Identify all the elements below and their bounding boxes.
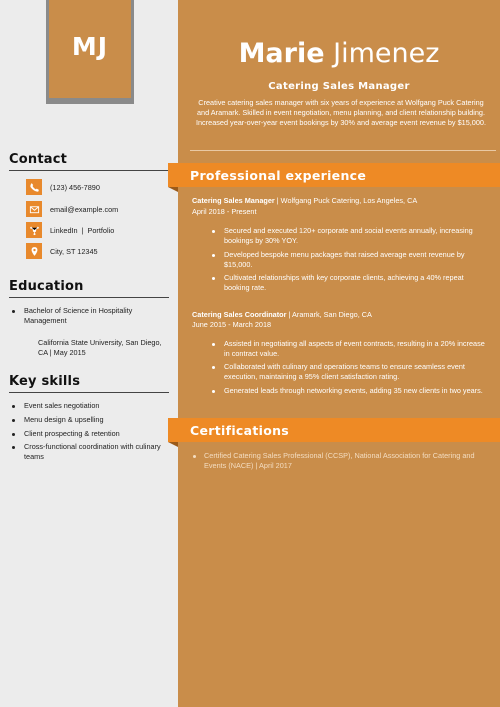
contact-heading: Contact (9, 152, 68, 167)
job-2-header (192, 310, 372, 320)
education-heading: Education (9, 279, 84, 294)
skill-item: Menu design & upselling (24, 415, 172, 425)
certifications-heading: Certifications (190, 423, 290, 438)
contact-links-row (26, 222, 114, 238)
monogram-box (49, 0, 131, 98)
experience-banner-fold (168, 187, 178, 192)
location-icon (26, 243, 42, 259)
skills-heading: Key skills (9, 374, 81, 389)
contact-email-row (26, 201, 118, 217)
job-title: Catering Sales Manager (268, 81, 410, 92)
education-degree: Bachelor of Science in Hospitality Management (24, 306, 174, 326)
job-1-bullet: Developed bespoke menu packages that raised average event revenue by $15,000. (224, 250, 486, 270)
job-1-title: Catering Sales Manager (192, 196, 275, 205)
header-divider (190, 150, 496, 151)
job-1-dates: April 2018 - Present (192, 207, 257, 216)
experience-heading: Professional experience (190, 168, 367, 183)
skill-item: Event sales negotiation (24, 401, 172, 411)
first-name: Marie (238, 38, 325, 69)
job-2-bullet: Collaborated with culinary and operations teams to ensure seamless event execution, maintaining a 95% client satisfaction rating. (224, 362, 486, 382)
email-address[interactable]: email@example.com (50, 204, 119, 214)
email-icon (26, 201, 42, 217)
linkedin-link[interactable]: LinkedIn (50, 225, 78, 235)
education-school: California State University, San Diego, CA | May 2015 (38, 338, 162, 357)
contact-location-row (26, 243, 98, 259)
last-name: Jimenez (333, 38, 440, 69)
skill-item: Cross-functional coordination with culinary teams (24, 442, 166, 462)
contact-divider (9, 170, 169, 171)
skill-item: Client prospecting & retention (24, 429, 172, 439)
monogram: MJ (71, 31, 109, 61)
job-1-bullet: Secured and executed 120+ corporate and social events annually, increasing bookings by 30% YOY. (224, 226, 486, 246)
linkedin-icon (26, 222, 42, 238)
phone-icon (26, 179, 42, 195)
job-2-company: | Aramark, San Diego, CA (286, 310, 372, 319)
job-1-company: | Wolfgang Puck Catering, Los Angeles, CA (274, 196, 418, 205)
link-separator: | (81, 225, 84, 235)
contact-phone-row (26, 179, 100, 195)
job-2-bullet: Generated leads through networking events, adding 35 new clients in two years. (224, 386, 486, 396)
location: City, ST 12345 (50, 246, 98, 256)
certification-item: Certified Catering Sales Professional (CCSP), National Association for Catering and Events (NACE) | April 2017 (204, 451, 494, 471)
phone-number[interactable]: (123) 456-7890 (50, 182, 100, 192)
skills-divider (9, 392, 169, 393)
certifications-banner-fold (168, 442, 178, 447)
job-2-dates: June 2015 - March 2018 (192, 320, 272, 329)
portfolio-link[interactable]: Portfolio (87, 225, 115, 235)
job-2-bullet: Assisted in negotiating all aspects of event contracts, resulting in a 20% increase in contract value. (224, 339, 485, 358)
contact-links (50, 226, 114, 235)
job-1-header (192, 196, 417, 206)
job-2-title: Catering Sales Coordinator (192, 310, 287, 319)
education-divider (9, 297, 169, 298)
summary: Creative catering sales manager with six years of experience at Wolfgang Puck Catering and Aramark. Skilled in event negotiation, menu planning, and client relationship building. Increased year-over-year event bookings by 30% and average event revenue by $15,000. (195, 98, 487, 127)
candidate-name (178, 38, 500, 69)
job-1-bullet: Cultivated relationships with key corporate clients, achieving a 40% repeat booking rate. (224, 273, 486, 293)
